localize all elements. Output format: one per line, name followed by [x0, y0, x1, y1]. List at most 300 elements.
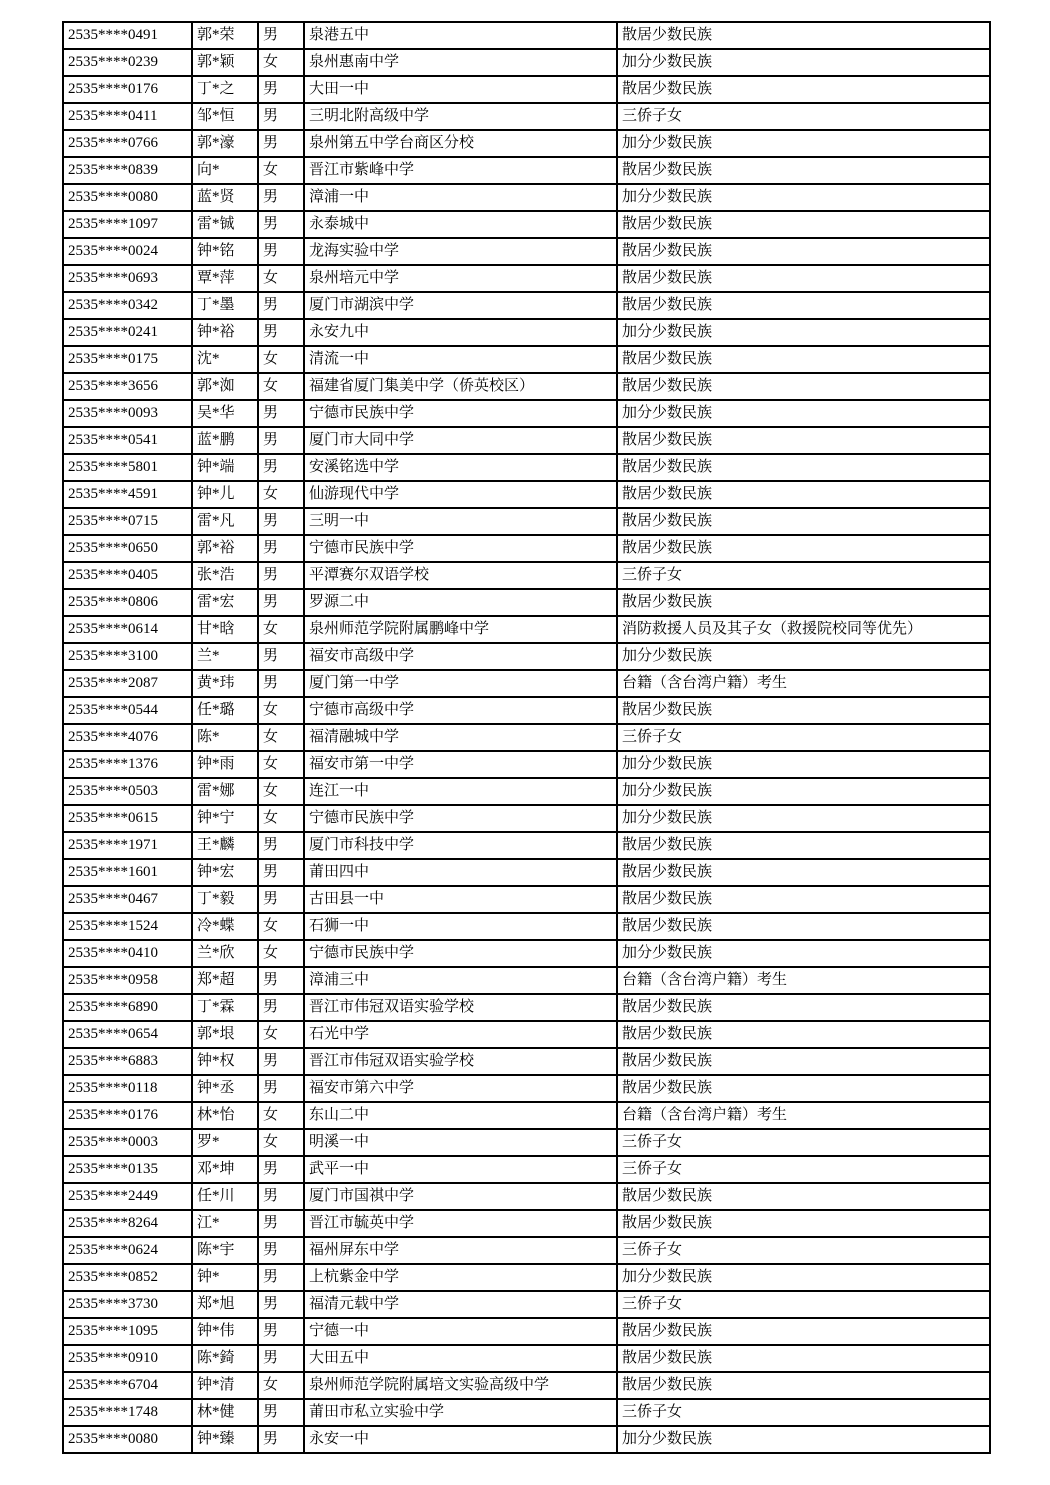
category-cell: 散居少数民族 — [617, 454, 990, 481]
category-cell: 加分少数民族 — [617, 805, 990, 832]
gender-cell: 男 — [258, 508, 304, 535]
id-cell: 2535****0693 — [63, 265, 192, 292]
table-row — [63, 913, 990, 940]
gender-cell: 女 — [258, 346, 304, 373]
name-cell: 向* — [192, 157, 258, 184]
id-cell: 2535****0176 — [63, 1102, 192, 1129]
table-row — [63, 1399, 990, 1426]
category-cell: 台籍（含台湾户籍）考生 — [617, 967, 990, 994]
gender-cell: 男 — [258, 400, 304, 427]
name-cell: 雷*娜 — [192, 778, 258, 805]
gender-cell: 男 — [258, 292, 304, 319]
gender-cell: 男 — [258, 886, 304, 913]
candidates-table-body — [63, 22, 990, 1453]
category-cell: 加分少数民族 — [617, 751, 990, 778]
table-row — [63, 319, 990, 346]
category-cell: 三侨子女 — [617, 724, 990, 751]
category-cell: 散居少数民族 — [617, 832, 990, 859]
table-row — [63, 157, 990, 184]
school-cell: 永泰城中 — [304, 211, 617, 238]
school-cell: 厦门市大同中学 — [304, 427, 617, 454]
gender-cell: 男 — [258, 1237, 304, 1264]
id-cell: 2535****3100 — [63, 643, 192, 670]
id-cell: 2535****0003 — [63, 1129, 192, 1156]
category-cell: 散居少数民族 — [617, 1183, 990, 1210]
gender-cell: 男 — [258, 859, 304, 886]
table-row — [63, 1021, 990, 1048]
name-cell: 钟*清 — [192, 1372, 258, 1399]
id-cell: 2535****0175 — [63, 346, 192, 373]
candidates-table — [62, 21, 991, 1454]
school-cell: 宁德市高级中学 — [304, 697, 617, 724]
name-cell: 黄*玮 — [192, 670, 258, 697]
table-row — [63, 670, 990, 697]
school-cell: 福清融城中学 — [304, 724, 617, 751]
table-row — [63, 454, 990, 481]
gender-cell: 男 — [258, 1075, 304, 1102]
name-cell: 钟*臻 — [192, 1426, 258, 1453]
table-row — [63, 859, 990, 886]
id-cell: 2535****0544 — [63, 697, 192, 724]
table-row — [63, 832, 990, 859]
table-row — [63, 481, 990, 508]
table-row — [63, 589, 990, 616]
school-cell: 明溪一中 — [304, 1129, 617, 1156]
gender-cell: 男 — [258, 670, 304, 697]
id-cell: 2535****0411 — [63, 103, 192, 130]
gender-cell: 男 — [258, 22, 304, 49]
id-cell: 2535****0467 — [63, 886, 192, 913]
gender-cell: 男 — [258, 994, 304, 1021]
category-cell: 散居少数民族 — [617, 886, 990, 913]
category-cell: 三侨子女 — [617, 1156, 990, 1183]
gender-cell: 女 — [258, 157, 304, 184]
school-cell: 永安一中 — [304, 1426, 617, 1453]
name-cell: 甘*晗 — [192, 616, 258, 643]
category-cell: 台籍（含台湾户籍）考生 — [617, 1102, 990, 1129]
school-cell: 泉港五中 — [304, 22, 617, 49]
table-row — [63, 1183, 990, 1210]
id-cell: 2535****1971 — [63, 832, 192, 859]
table-row — [63, 697, 990, 724]
id-cell: 2535****0342 — [63, 292, 192, 319]
table-row — [63, 1372, 990, 1399]
school-cell: 上杭紫金中学 — [304, 1264, 617, 1291]
id-cell: 2535****0715 — [63, 508, 192, 535]
name-cell: 钟*铭 — [192, 238, 258, 265]
category-cell: 加分少数民族 — [617, 319, 990, 346]
name-cell: 王*麟 — [192, 832, 258, 859]
gender-cell: 男 — [258, 1183, 304, 1210]
name-cell: 雷*宏 — [192, 589, 258, 616]
id-cell: 2535****5801 — [63, 454, 192, 481]
name-cell: 郭*裕 — [192, 535, 258, 562]
category-cell: 散居少数民族 — [617, 535, 990, 562]
id-cell: 2535****1524 — [63, 913, 192, 940]
id-cell: 2535****0766 — [63, 130, 192, 157]
table-row — [63, 265, 990, 292]
id-cell: 2535****4591 — [63, 481, 192, 508]
name-cell: 钟*权 — [192, 1048, 258, 1075]
id-cell: 2535****0910 — [63, 1345, 192, 1372]
name-cell: 丁*墨 — [192, 292, 258, 319]
gender-cell: 男 — [258, 427, 304, 454]
table-row — [63, 643, 990, 670]
id-cell: 2535****0624 — [63, 1237, 192, 1264]
table-row — [63, 1210, 990, 1237]
name-cell: 吴*华 — [192, 400, 258, 427]
id-cell: 2535****0491 — [63, 22, 192, 49]
gender-cell: 女 — [258, 373, 304, 400]
name-cell: 郑*超 — [192, 967, 258, 994]
id-cell: 2535****0093 — [63, 400, 192, 427]
gender-cell: 男 — [258, 562, 304, 589]
school-cell: 大田五中 — [304, 1345, 617, 1372]
id-cell: 2535****6704 — [63, 1372, 192, 1399]
category-cell: 加分少数民族 — [617, 130, 990, 157]
school-cell: 东山二中 — [304, 1102, 617, 1129]
category-cell: 三侨子女 — [617, 562, 990, 589]
school-cell: 平潭赛尔双语学校 — [304, 562, 617, 589]
id-cell: 2535****0241 — [63, 319, 192, 346]
table-row — [63, 238, 990, 265]
school-cell: 石狮一中 — [304, 913, 617, 940]
name-cell: 丁*霖 — [192, 994, 258, 1021]
school-cell: 泉州第五中学台商区分校 — [304, 130, 617, 157]
school-cell: 泉州惠南中学 — [304, 49, 617, 76]
table-row — [63, 400, 990, 427]
school-cell: 晋江市毓英中学 — [304, 1210, 617, 1237]
category-cell: 散居少数民族 — [617, 211, 990, 238]
table-row — [63, 1426, 990, 1453]
school-cell: 厦门市科技中学 — [304, 832, 617, 859]
name-cell: 钟*伟 — [192, 1318, 258, 1345]
id-cell: 2535****0806 — [63, 589, 192, 616]
category-cell: 三侨子女 — [617, 1129, 990, 1156]
school-cell: 漳浦一中 — [304, 184, 617, 211]
table-row — [63, 751, 990, 778]
category-cell: 散居少数民族 — [617, 427, 990, 454]
id-cell: 2535****1376 — [63, 751, 192, 778]
id-cell: 2535****6890 — [63, 994, 192, 1021]
id-cell: 2535****0118 — [63, 1075, 192, 1102]
school-cell: 晋江市紫峰中学 — [304, 157, 617, 184]
category-cell: 加分少数民族 — [617, 778, 990, 805]
gender-cell: 男 — [258, 184, 304, 211]
gender-cell: 女 — [258, 940, 304, 967]
school-cell: 宁德市民族中学 — [304, 805, 617, 832]
name-cell: 钟*儿 — [192, 481, 258, 508]
id-cell: 2535****0080 — [63, 184, 192, 211]
school-cell: 泉州师范学院附属培文实验高级中学 — [304, 1372, 617, 1399]
school-cell: 莆田四中 — [304, 859, 617, 886]
school-cell: 三明一中 — [304, 508, 617, 535]
table-row — [63, 103, 990, 130]
name-cell: 江* — [192, 1210, 258, 1237]
name-cell: 罗* — [192, 1129, 258, 1156]
category-cell: 散居少数民族 — [617, 373, 990, 400]
category-cell: 散居少数民族 — [617, 1048, 990, 1075]
name-cell: 钟*宁 — [192, 805, 258, 832]
school-cell: 晋江市伟冠双语实验学校 — [304, 994, 617, 1021]
category-cell: 散居少数民族 — [617, 346, 990, 373]
gender-cell: 男 — [258, 967, 304, 994]
name-cell: 丁*毅 — [192, 886, 258, 913]
gender-cell: 男 — [258, 1291, 304, 1318]
gender-cell: 女 — [258, 913, 304, 940]
category-cell: 散居少数民族 — [617, 1345, 990, 1372]
name-cell: 兰* — [192, 643, 258, 670]
name-cell: 林*怡 — [192, 1102, 258, 1129]
gender-cell: 男 — [258, 1210, 304, 1237]
table-row — [63, 562, 990, 589]
school-cell: 泉州培元中学 — [304, 265, 617, 292]
gender-cell: 男 — [258, 1048, 304, 1075]
name-cell: 陈* — [192, 724, 258, 751]
id-cell: 2535****0176 — [63, 76, 192, 103]
school-cell: 大田一中 — [304, 76, 617, 103]
table-row — [63, 967, 990, 994]
table-row — [63, 184, 990, 211]
school-cell: 莆田市私立实验中学 — [304, 1399, 617, 1426]
category-cell: 散居少数民族 — [617, 1021, 990, 1048]
category-cell: 加分少数民族 — [617, 1426, 990, 1453]
gender-cell: 女 — [258, 751, 304, 778]
table-row — [63, 1291, 990, 1318]
name-cell: 冷*蝶 — [192, 913, 258, 940]
school-cell: 罗源二中 — [304, 589, 617, 616]
name-cell: 任*璐 — [192, 697, 258, 724]
table-row — [63, 1264, 990, 1291]
id-cell: 2535****0024 — [63, 238, 192, 265]
name-cell: 林*健 — [192, 1399, 258, 1426]
table-row — [63, 22, 990, 49]
school-cell: 石光中学 — [304, 1021, 617, 1048]
table-row — [63, 76, 990, 103]
id-cell: 2535****0654 — [63, 1021, 192, 1048]
gender-cell: 男 — [258, 454, 304, 481]
category-cell: 散居少数民族 — [617, 589, 990, 616]
table-row — [63, 940, 990, 967]
id-cell: 2535****0405 — [63, 562, 192, 589]
table-row — [63, 778, 990, 805]
name-cell: 覃*萍 — [192, 265, 258, 292]
school-cell: 福安市第一中学 — [304, 751, 617, 778]
id-cell: 2535****0410 — [63, 940, 192, 967]
id-cell: 2535****0080 — [63, 1426, 192, 1453]
category-cell: 散居少数民族 — [617, 22, 990, 49]
gender-cell: 女 — [258, 778, 304, 805]
gender-cell: 女 — [258, 724, 304, 751]
category-cell: 散居少数民族 — [617, 292, 990, 319]
school-cell: 宁德市民族中学 — [304, 400, 617, 427]
category-cell: 三侨子女 — [617, 103, 990, 130]
category-cell: 加分少数民族 — [617, 940, 990, 967]
category-cell: 散居少数民族 — [617, 1075, 990, 1102]
table-row — [63, 1237, 990, 1264]
gender-cell: 女 — [258, 697, 304, 724]
category-cell: 散居少数民族 — [617, 1372, 990, 1399]
gender-cell: 男 — [258, 535, 304, 562]
name-cell: 陈*錡 — [192, 1345, 258, 1372]
id-cell: 2535****4076 — [63, 724, 192, 751]
table-row — [63, 211, 990, 238]
gender-cell: 女 — [258, 481, 304, 508]
table-row — [63, 292, 990, 319]
name-cell: 沈* — [192, 346, 258, 373]
school-cell: 厦门市湖滨中学 — [304, 292, 617, 319]
name-cell: 钟*宏 — [192, 859, 258, 886]
category-cell: 台籍（含台湾户籍）考生 — [617, 670, 990, 697]
id-cell: 2535****8264 — [63, 1210, 192, 1237]
gender-cell: 男 — [258, 1345, 304, 1372]
name-cell: 雷*凡 — [192, 508, 258, 535]
category-cell: 散居少数民族 — [617, 697, 990, 724]
school-cell: 福州屏东中学 — [304, 1237, 617, 1264]
table-row — [63, 1129, 990, 1156]
category-cell: 散居少数民族 — [617, 481, 990, 508]
table-row — [63, 1102, 990, 1129]
category-cell: 散居少数民族 — [617, 508, 990, 535]
gender-cell: 男 — [258, 1318, 304, 1345]
id-cell: 2535****0615 — [63, 805, 192, 832]
school-cell: 厦门市国祺中学 — [304, 1183, 617, 1210]
gender-cell: 女 — [258, 49, 304, 76]
table-row — [63, 724, 990, 751]
school-cell: 永安九中 — [304, 319, 617, 346]
name-cell: 邓*坤 — [192, 1156, 258, 1183]
table-row — [63, 886, 990, 913]
school-cell: 厦门第一中学 — [304, 670, 617, 697]
table-row — [63, 373, 990, 400]
gender-cell: 男 — [258, 1426, 304, 1453]
name-cell: 兰*欣 — [192, 940, 258, 967]
table-row — [63, 616, 990, 643]
id-cell: 2535****0958 — [63, 967, 192, 994]
table-row — [63, 49, 990, 76]
school-cell: 福安市高级中学 — [304, 643, 617, 670]
name-cell: 郭*颖 — [192, 49, 258, 76]
gender-cell: 男 — [258, 1399, 304, 1426]
name-cell: 郑*旭 — [192, 1291, 258, 1318]
name-cell: 郭*垠 — [192, 1021, 258, 1048]
id-cell: 2535****2449 — [63, 1183, 192, 1210]
name-cell: 钟* — [192, 1264, 258, 1291]
gender-cell: 男 — [258, 1264, 304, 1291]
table-row — [63, 427, 990, 454]
gender-cell: 女 — [258, 1021, 304, 1048]
table-row — [63, 535, 990, 562]
school-cell: 清流一中 — [304, 346, 617, 373]
school-cell: 福建省厦门集美中学（侨英校区） — [304, 373, 617, 400]
name-cell: 郭*荣 — [192, 22, 258, 49]
table-row — [63, 1075, 990, 1102]
name-cell: 钟*雨 — [192, 751, 258, 778]
gender-cell: 男 — [258, 319, 304, 346]
school-cell: 福安市第六中学 — [304, 1075, 617, 1102]
school-cell: 宁德市民族中学 — [304, 535, 617, 562]
id-cell: 2535****1095 — [63, 1318, 192, 1345]
id-cell: 2535****0239 — [63, 49, 192, 76]
table-row — [63, 1156, 990, 1183]
name-cell: 钟*裕 — [192, 319, 258, 346]
category-cell: 加分少数民族 — [617, 49, 990, 76]
category-cell: 散居少数民族 — [617, 157, 990, 184]
table-row — [63, 508, 990, 535]
school-cell: 晋江市伟冠双语实验学校 — [304, 1048, 617, 1075]
school-cell: 宁德一中 — [304, 1318, 617, 1345]
category-cell: 散居少数民族 — [617, 238, 990, 265]
name-cell: 雷*铖 — [192, 211, 258, 238]
name-cell: 任*川 — [192, 1183, 258, 1210]
category-cell: 三侨子女 — [617, 1291, 990, 1318]
id-cell: 2535****2087 — [63, 670, 192, 697]
table-row — [63, 994, 990, 1021]
gender-cell: 女 — [258, 1372, 304, 1399]
gender-cell: 女 — [258, 1129, 304, 1156]
id-cell: 2535****3656 — [63, 373, 192, 400]
gender-cell: 男 — [258, 238, 304, 265]
gender-cell: 女 — [258, 1102, 304, 1129]
category-cell: 加分少数民族 — [617, 184, 990, 211]
name-cell: 张*浩 — [192, 562, 258, 589]
school-cell: 武平一中 — [304, 1156, 617, 1183]
table-row — [63, 1345, 990, 1372]
category-cell: 散居少数民族 — [617, 265, 990, 292]
category-cell: 散居少数民族 — [617, 1318, 990, 1345]
school-cell: 连江一中 — [304, 778, 617, 805]
gender-cell: 女 — [258, 616, 304, 643]
id-cell: 2535****1748 — [63, 1399, 192, 1426]
category-cell: 加分少数民族 — [617, 1264, 990, 1291]
category-cell: 消防救援人员及其子女（救援院校同等优先） — [617, 616, 990, 643]
category-cell: 散居少数民族 — [617, 1210, 990, 1237]
table-row — [63, 130, 990, 157]
id-cell: 2535****0852 — [63, 1264, 192, 1291]
id-cell: 2535****1601 — [63, 859, 192, 886]
gender-cell: 男 — [258, 832, 304, 859]
school-cell: 泉州师范学院附属鹏峰中学 — [304, 616, 617, 643]
category-cell: 散居少数民族 — [617, 76, 990, 103]
gender-cell: 男 — [258, 103, 304, 130]
table-row — [63, 805, 990, 832]
gender-cell: 男 — [258, 643, 304, 670]
id-cell: 2535****0614 — [63, 616, 192, 643]
gender-cell: 男 — [258, 130, 304, 157]
id-cell: 2535****0650 — [63, 535, 192, 562]
school-cell: 三明北附高级中学 — [304, 103, 617, 130]
name-cell: 郭*洳 — [192, 373, 258, 400]
school-cell: 福清元载中学 — [304, 1291, 617, 1318]
name-cell: 钟*端 — [192, 454, 258, 481]
category-cell: 三侨子女 — [617, 1237, 990, 1264]
category-cell: 散居少数民族 — [617, 994, 990, 1021]
gender-cell: 男 — [258, 76, 304, 103]
table-row — [63, 1318, 990, 1345]
id-cell: 2535****6883 — [63, 1048, 192, 1075]
name-cell: 钟*丞 — [192, 1075, 258, 1102]
name-cell: 陈*宇 — [192, 1237, 258, 1264]
category-cell: 加分少数民族 — [617, 400, 990, 427]
gender-cell: 男 — [258, 1156, 304, 1183]
id-cell: 2535****0503 — [63, 778, 192, 805]
name-cell: 丁*之 — [192, 76, 258, 103]
name-cell: 郭*濠 — [192, 130, 258, 157]
name-cell: 邹*恒 — [192, 103, 258, 130]
school-cell: 漳浦三中 — [304, 967, 617, 994]
gender-cell: 男 — [258, 211, 304, 238]
id-cell: 2535****0839 — [63, 157, 192, 184]
